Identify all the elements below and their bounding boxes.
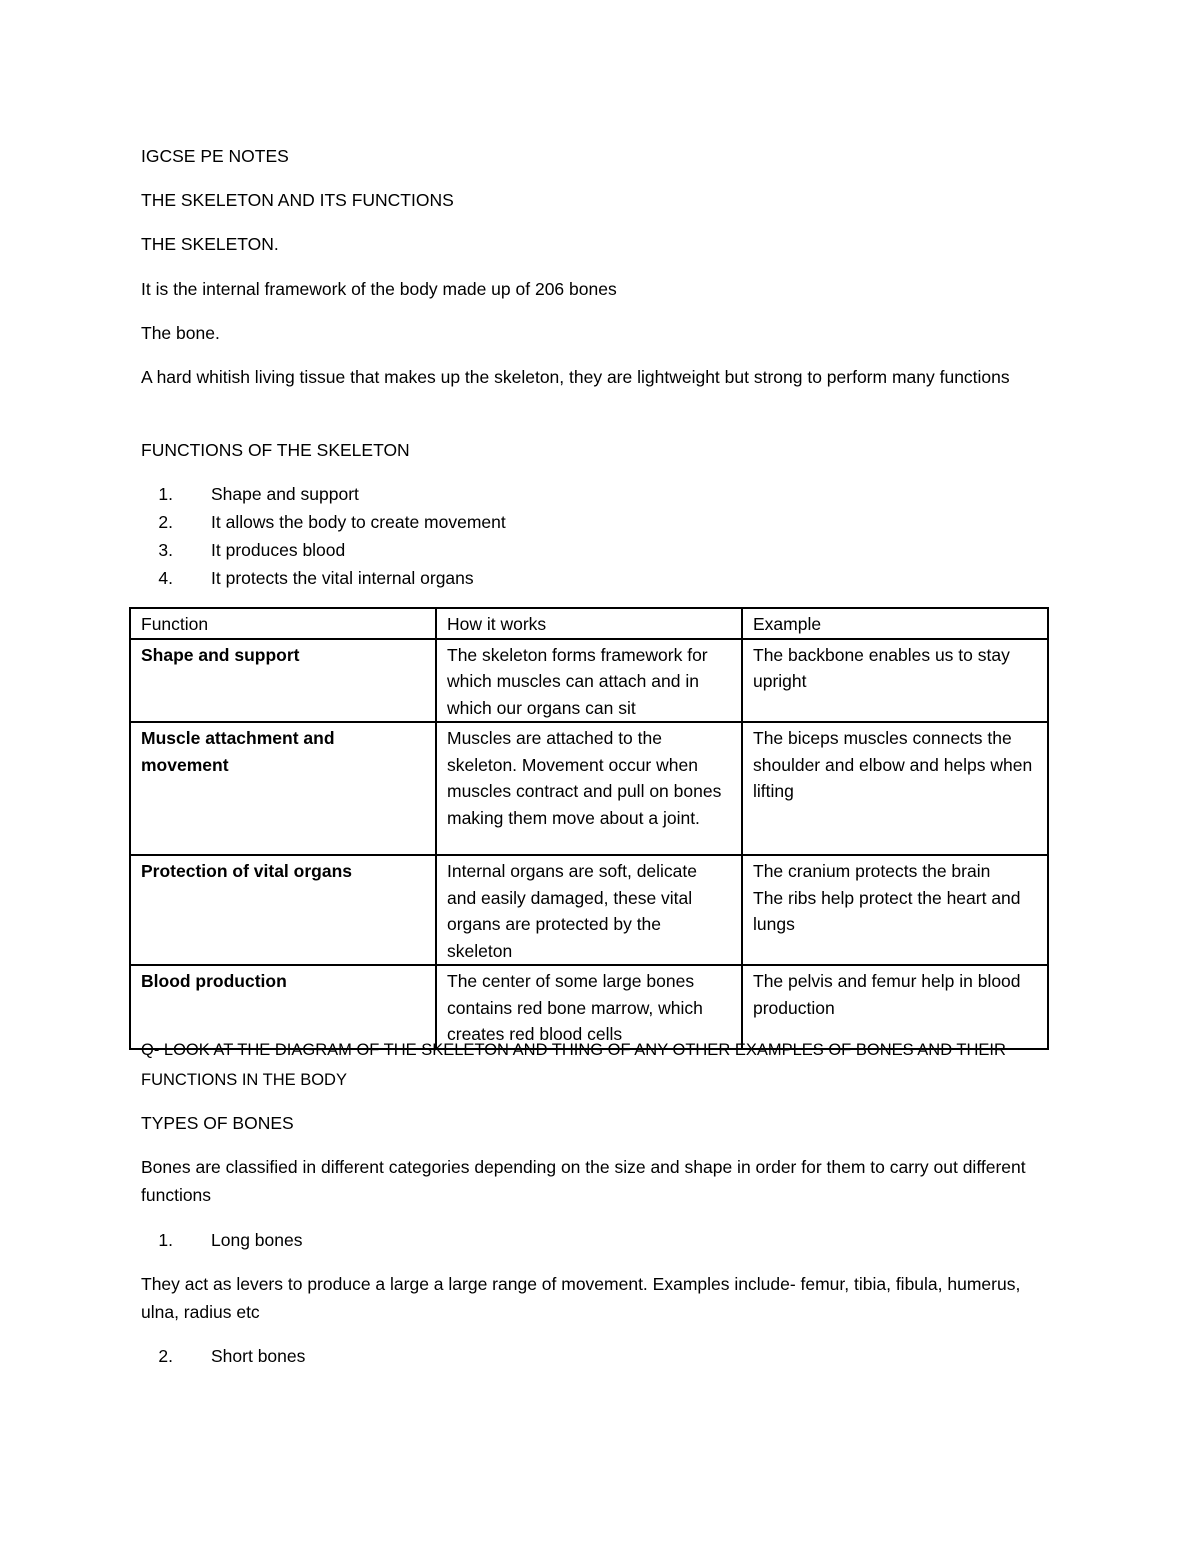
document-title: IGCSE PE NOTES xyxy=(141,146,289,166)
table-row xyxy=(130,855,1048,965)
list-item-text: It produces blood xyxy=(211,540,346,560)
list-number: 1. xyxy=(158,1230,173,1250)
example-line: The ribs help protect the heart and lungs xyxy=(753,887,1021,934)
list-number: 1. xyxy=(158,484,173,504)
table-cell-function: Shape and support xyxy=(130,639,436,723)
functions-table xyxy=(129,607,1049,1050)
table-cell-example: The backbone enables us to stay upright xyxy=(742,639,1048,723)
column-header-function: Function xyxy=(130,608,436,639)
types-list-item xyxy=(141,1226,302,1254)
list-item-text: It protects the vital internal organs xyxy=(211,568,474,588)
table-cell-how: The skeleton forms framework for which muscles can attach and in which our organs can sit xyxy=(436,639,742,723)
example-line: The cranium protects the brain xyxy=(753,861,991,881)
table-cell-how: The center of some large bones contains red bone marrow, which creates red blood cells xyxy=(436,965,742,1049)
column-header-how-it-works: How it works xyxy=(436,608,742,639)
skeleton-heading: THE SKELETON. xyxy=(141,234,279,254)
table-cell-example xyxy=(742,855,1048,965)
list-number: 2. xyxy=(158,1346,173,1366)
types-intro: Bones are classified in different categories depending on the size and shape in order for them to carry out different functions xyxy=(141,1157,1026,1205)
list-number: 3. xyxy=(158,540,173,560)
list-number: 2. xyxy=(158,512,173,532)
table-header-row xyxy=(130,608,1048,639)
list-number: 4. xyxy=(158,568,173,588)
table-cell-example: The biceps muscles connects the shoulder and elbow and helps when lifting xyxy=(742,722,1048,855)
table-row xyxy=(130,639,1048,723)
table-cell-how: Internal organs are soft, delicate and easily damaged, these vital organs are protected by the skeleton xyxy=(436,855,742,965)
long-bones-description: They act as levers to produce a large a large range of movement. Examples include- femur, tibia, fibula, humerus, ulna, radius etc xyxy=(141,1274,1021,1322)
functions-list-item xyxy=(141,480,359,508)
types-heading: TYPES OF BONES xyxy=(141,1113,294,1133)
table-cell-function: Blood production xyxy=(130,965,436,1049)
table-cell-how: Muscles are attached to the skeleton. Movement occur when muscles contract and pull on bones making them move about a joint. xyxy=(436,722,742,855)
functions-heading: FUNCTIONS OF THE SKELETON xyxy=(141,440,410,460)
table-cell-function: Protection of vital organs xyxy=(130,855,436,965)
question-text: Q- LOOK AT THE DIAGRAM OF THE SKELETON AND THING OF ANY OTHER EXAMPLES OF BONES AND THEIR FUNCTIONS IN THE BODY xyxy=(141,1041,1006,1089)
section-heading: THE SKELETON AND ITS FUNCTIONS xyxy=(141,190,454,210)
list-item-text: Long bones xyxy=(211,1230,303,1250)
column-header-example: Example xyxy=(742,608,1048,639)
skeleton-definition: It is the internal framework of the body made up of 206 bones xyxy=(141,279,617,299)
list-item-text: Short bones xyxy=(211,1346,306,1366)
bone-definition: A hard whitish living tissue that makes up the skeleton, they are lightweight but strong to perform many functions xyxy=(141,367,1010,387)
table-cell-function: Muscle attachment and movement xyxy=(130,722,436,855)
list-item-text: Shape and support xyxy=(211,484,359,504)
bone-heading: The bone. xyxy=(141,323,220,343)
list-item-text: It allows the body to create movement xyxy=(211,512,506,532)
functions-list-item xyxy=(141,564,474,592)
types-list-item xyxy=(141,1342,305,1370)
table-row xyxy=(130,722,1048,855)
functions-list-item xyxy=(141,536,345,564)
table-cell-example: The pelvis and femur help in blood production xyxy=(742,965,1048,1049)
functions-list-item xyxy=(141,508,506,536)
